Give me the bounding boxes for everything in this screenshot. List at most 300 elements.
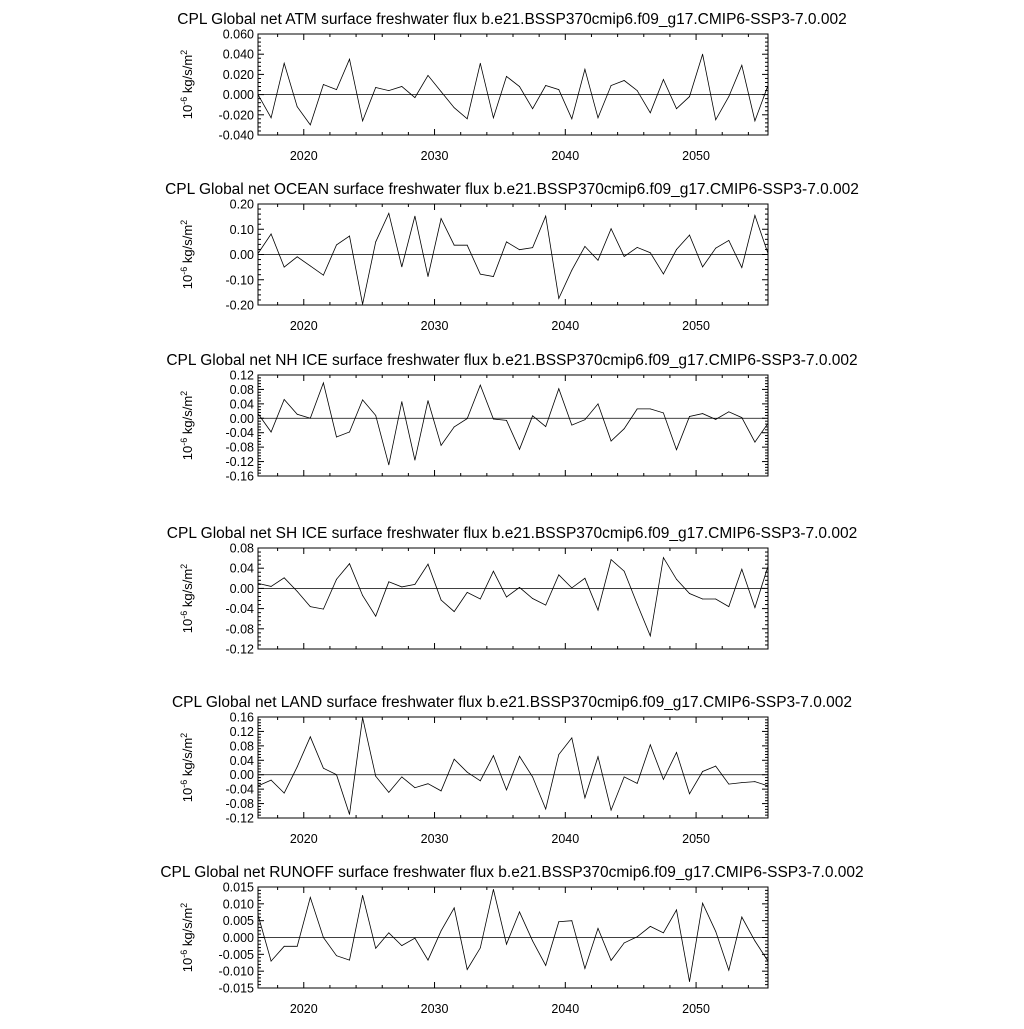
- data-point: [741, 569, 742, 570]
- y-tick-label: 0.015: [222, 880, 254, 895]
- y-tick-label: 0.20: [229, 197, 254, 212]
- data-point: [663, 932, 664, 933]
- data-point: [258, 413, 259, 414]
- data-point: [415, 97, 416, 98]
- data-point: [454, 427, 455, 428]
- y-tick-label: 0.010: [222, 897, 254, 912]
- data-point: [480, 948, 481, 949]
- data-point: [571, 738, 572, 739]
- data-point: [336, 437, 337, 438]
- data-point: [480, 599, 481, 600]
- y-tick-label: 0.16: [229, 710, 254, 725]
- data-point: [362, 595, 363, 596]
- data-point: [676, 108, 677, 109]
- y-axis-label: [179, 220, 195, 289]
- y-tick-label: 0.00: [229, 248, 254, 262]
- y-label-exp: -6: [179, 266, 189, 275]
- data-point: [310, 736, 311, 737]
- data-point: [375, 415, 376, 416]
- x-tick-label: 2040: [551, 1002, 580, 1016]
- y-label-unit: kg/s/m: [180, 54, 195, 97]
- y-label-unit-exp: 2: [179, 390, 189, 396]
- data-point: [284, 793, 285, 794]
- data-point: [532, 776, 533, 777]
- y-label-unit-exp: 2: [179, 49, 189, 55]
- y-tick-label: 0.000: [222, 931, 254, 945]
- data-point: [506, 789, 507, 790]
- data-point: [415, 787, 416, 788]
- y-label-unit: kg/s/m: [180, 737, 195, 780]
- data-point: [441, 930, 442, 931]
- data-point: [637, 247, 638, 248]
- data-point: [258, 915, 259, 916]
- data-point: [284, 63, 285, 64]
- data-point: [715, 766, 716, 767]
- y-tick-label: 0.000: [222, 88, 254, 103]
- data-point: [336, 774, 337, 775]
- data-point: [624, 571, 625, 572]
- data-point: [755, 940, 756, 941]
- plot-frame: [258, 717, 768, 818]
- data-point: [323, 383, 324, 384]
- y-label-exp: -6: [179, 949, 189, 958]
- y-label-exp: -6: [179, 779, 189, 788]
- data-point: [375, 616, 376, 617]
- y-tick-label: -0.10: [225, 273, 254, 288]
- data-point: [755, 215, 756, 216]
- y-tick-label: 0.10: [229, 222, 254, 237]
- data-point: [467, 245, 468, 246]
- data-point: [585, 419, 586, 420]
- data-point: [611, 228, 612, 229]
- data-point: [454, 907, 455, 908]
- data-point: [388, 792, 389, 793]
- data-point: [284, 267, 285, 268]
- data-point: [467, 969, 468, 970]
- y-tick-label: 0.005: [222, 914, 254, 929]
- data-point: [467, 418, 468, 419]
- data-point: [545, 426, 546, 427]
- data-point: [297, 106, 298, 107]
- data-point: [401, 86, 402, 87]
- data-point: [493, 419, 494, 420]
- data-point: [741, 267, 742, 268]
- data-point: [336, 579, 337, 580]
- data-point: [676, 449, 677, 450]
- series-line: [258, 718, 768, 815]
- data-point: [558, 921, 559, 922]
- data-point: [768, 961, 769, 962]
- data-point: [493, 117, 494, 118]
- y-tick-label: -0.015: [218, 981, 254, 996]
- data-point: [689, 416, 690, 417]
- y-tick-label: 0.020: [222, 67, 254, 82]
- plot-frame: [258, 375, 768, 476]
- data-point: [728, 606, 729, 607]
- data-point: [663, 557, 664, 558]
- data-point: [493, 889, 494, 890]
- y-axis-label: [179, 564, 195, 633]
- data-point: [571, 270, 572, 271]
- y-axis-label: [179, 391, 195, 460]
- y-label-base: 10: [180, 957, 195, 973]
- y-tick-label: 0.04: [229, 397, 254, 412]
- data-point: [415, 938, 416, 939]
- data-point: [624, 80, 625, 81]
- y-tick-label: 0.12: [229, 368, 254, 383]
- y-label-base: 10: [180, 274, 195, 290]
- data-point: [585, 69, 586, 70]
- data-point: [755, 120, 756, 121]
- data-point: [401, 586, 402, 587]
- data-point: [611, 85, 612, 86]
- series-line: [258, 558, 768, 636]
- data-point: [728, 240, 729, 241]
- data-point: [506, 597, 507, 598]
- data-point: [558, 388, 559, 389]
- data-point: [428, 400, 429, 401]
- y-tick-label: -0.12: [225, 455, 254, 470]
- data-point: [258, 785, 259, 786]
- data-point: [454, 245, 455, 246]
- data-point: [728, 96, 729, 97]
- data-point: [624, 776, 625, 777]
- data-point: [650, 409, 651, 410]
- plot-frame: [258, 548, 768, 649]
- data-point: [611, 960, 612, 961]
- data-point: [611, 559, 612, 560]
- data-point: [715, 599, 716, 600]
- data-point: [650, 926, 651, 927]
- data-point: [310, 897, 311, 898]
- y-axis-label: [179, 50, 195, 119]
- data-point: [388, 90, 389, 91]
- y-tick-label: -0.010: [218, 964, 254, 979]
- y-tick-label: 0.00: [229, 768, 254, 783]
- panel-0: [177, 11, 846, 163]
- data-point: [375, 241, 376, 242]
- data-point: [702, 771, 703, 772]
- data-point: [375, 948, 376, 949]
- data-point: [624, 256, 625, 257]
- panel-title: CPL Global net RUNOFF surface freshwater flux b.e21.BSSP370cmip6.f09_g17.CMIP6-SSP3-7.0.002: [160, 864, 864, 881]
- x-tick-label: 2040: [551, 319, 580, 333]
- data-point: [637, 936, 638, 937]
- y-tick-label: 0.08: [229, 382, 254, 397]
- data-point: [637, 90, 638, 91]
- data-point: [532, 415, 533, 416]
- x-tick-label: 2040: [551, 149, 580, 163]
- data-point: [689, 593, 690, 594]
- data-point: [689, 235, 690, 236]
- data-point: [637, 783, 638, 784]
- data-point: [336, 955, 337, 956]
- plot-frame: [258, 34, 768, 135]
- x-tick-label: 2050: [682, 832, 710, 846]
- panel-title: CPL Global net ATM surface freshwater flux b.e21.BSSP370cmip6.f09_g17.CMIP6-SSP3-7.0.002: [177, 11, 847, 28]
- data-point: [362, 399, 363, 400]
- series-line: [258, 889, 768, 981]
- data-point: [362, 895, 363, 896]
- data-point: [545, 605, 546, 606]
- data-point: [571, 587, 572, 588]
- x-tick-label: 2020: [289, 1002, 318, 1016]
- y-label-unit-exp: 2: [179, 902, 189, 908]
- data-point: [650, 744, 651, 745]
- y-tick-label: 0.040: [222, 47, 254, 62]
- data-point: [506, 420, 507, 421]
- y-tick-label: 0.04: [229, 561, 254, 576]
- data-point: [755, 442, 756, 443]
- data-point: [428, 564, 429, 565]
- y-label-base: 10: [180, 787, 195, 803]
- data-point: [284, 399, 285, 400]
- data-point: [284, 946, 285, 947]
- x-tick-label: 2050: [682, 319, 710, 333]
- y-label-unit: kg/s/m: [180, 395, 195, 438]
- panel-3: [167, 525, 857, 657]
- data-point: [558, 754, 559, 755]
- panel-1: [165, 181, 859, 333]
- data-point: [637, 604, 638, 605]
- data-point: [715, 931, 716, 932]
- y-tick-label: 0.04: [229, 753, 254, 768]
- data-point: [571, 118, 572, 119]
- data-point: [519, 449, 520, 450]
- data-point: [611, 810, 612, 811]
- data-point: [362, 717, 363, 718]
- data-point: [545, 216, 546, 217]
- data-point: [441, 791, 442, 792]
- data-point: [598, 610, 599, 611]
- data-point: [519, 86, 520, 87]
- x-tick-label: 2050: [682, 1002, 710, 1016]
- data-point: [768, 85, 769, 86]
- data-point: [441, 91, 442, 92]
- data-point: [676, 579, 677, 580]
- data-point: [454, 611, 455, 612]
- data-point: [702, 903, 703, 904]
- panel-title: CPL Global net NH ICE surface freshwater flux b.e21.BSSP370cmip6.f09_g17.CMIP6-SSP3-7.0.002: [166, 352, 858, 369]
- data-point: [585, 578, 586, 579]
- data-point: [310, 265, 311, 266]
- y-tick-label: -0.08: [225, 797, 254, 812]
- data-point: [454, 759, 455, 760]
- x-tick-label: 2020: [289, 832, 318, 846]
- data-point: [741, 782, 742, 783]
- data-point: [271, 432, 272, 433]
- x-tick-label: 2030: [420, 832, 449, 846]
- data-point: [741, 917, 742, 918]
- data-point: [297, 766, 298, 767]
- data-point: [258, 583, 259, 584]
- x-tick-label: 2030: [420, 1002, 449, 1016]
- data-point: [598, 756, 599, 757]
- data-point: [598, 928, 599, 929]
- data-point: [310, 606, 311, 607]
- data-point: [506, 241, 507, 242]
- data-point: [532, 598, 533, 599]
- data-point: [336, 89, 337, 90]
- data-point: [310, 418, 311, 419]
- data-point: [323, 937, 324, 938]
- data-point: [715, 248, 716, 249]
- series-line: [258, 383, 768, 465]
- data-point: [441, 218, 442, 219]
- y-tick-label: -0.005: [218, 947, 254, 962]
- data-point: [336, 245, 337, 246]
- data-point: [388, 581, 389, 582]
- data-point: [558, 298, 559, 299]
- data-point: [388, 932, 389, 933]
- data-point: [689, 96, 690, 97]
- data-point: [349, 814, 350, 815]
- x-tick-label: 2020: [289, 319, 318, 333]
- y-label-exp: -6: [179, 96, 189, 105]
- data-point: [532, 247, 533, 248]
- data-point: [284, 577, 285, 578]
- x-tick-label: 2030: [420, 319, 449, 333]
- x-tick-label: 2020: [289, 149, 318, 163]
- data-point: [637, 409, 638, 410]
- y-label-base: 10: [180, 618, 195, 634]
- data-point: [493, 571, 494, 572]
- data-point: [676, 752, 677, 753]
- data-point: [467, 772, 468, 773]
- y-label-exp: -6: [179, 610, 189, 619]
- data-point: [349, 960, 350, 961]
- data-point: [362, 120, 363, 121]
- y-tick-label: -0.040: [218, 128, 254, 143]
- data-point: [728, 411, 729, 412]
- data-point: [375, 87, 376, 88]
- y-tick-label: 0.08: [229, 739, 254, 754]
- data-point: [467, 118, 468, 119]
- data-point: [441, 445, 442, 446]
- panel-title: CPL Global net SH ICE surface freshwater flux b.e21.BSSP370cmip6.f09_g17.CMIP6-SSP3-7.0.002: [166, 525, 858, 542]
- data-point: [428, 783, 429, 784]
- data-point: [297, 946, 298, 947]
- data-point: [598, 260, 599, 261]
- y-label-unit-exp: 2: [179, 732, 189, 738]
- y-tick-label: 0.00: [229, 581, 254, 596]
- panel-title: CPL Global net LAND surface freshwater flux b.e21.BSSP370cmip6.f09_g17.CMIP6-SSP3-7.0.002: [171, 694, 853, 711]
- y-tick-label: -0.08: [225, 622, 254, 637]
- data-point: [741, 65, 742, 66]
- data-point: [297, 256, 298, 257]
- data-point: [545, 809, 546, 810]
- data-point: [768, 423, 769, 424]
- data-point: [768, 566, 769, 567]
- data-point: [349, 59, 350, 60]
- x-tick-label: 2030: [420, 149, 449, 163]
- data-point: [441, 600, 442, 601]
- data-point: [506, 944, 507, 945]
- panel-5: [160, 864, 863, 1016]
- data-point: [271, 586, 272, 587]
- data-point: [663, 779, 664, 780]
- y-label-base: 10: [180, 104, 195, 120]
- data-point: [428, 960, 429, 961]
- data-point: [323, 768, 324, 769]
- data-point: [467, 592, 468, 593]
- y-tick-label: -0.020: [218, 108, 254, 123]
- y-tick-label: -0.12: [225, 811, 254, 826]
- data-point: [702, 54, 703, 55]
- series-line: [258, 54, 768, 125]
- data-point: [624, 428, 625, 429]
- data-point: [558, 89, 559, 90]
- data-point: [480, 385, 481, 386]
- data-point: [702, 266, 703, 267]
- data-point: [401, 266, 402, 267]
- y-tick-label: 0.12: [229, 724, 254, 739]
- data-point: [715, 119, 716, 120]
- data-point: [715, 419, 716, 420]
- y-axis-label: [179, 733, 195, 802]
- data-point: [493, 755, 494, 756]
- y-tick-label: 0.00: [229, 411, 254, 426]
- y-label-unit: kg/s/m: [180, 568, 195, 611]
- data-point: [702, 413, 703, 414]
- data-point: [388, 213, 389, 214]
- data-point: [388, 464, 389, 465]
- data-point: [585, 968, 586, 969]
- data-point: [519, 912, 520, 913]
- data-point: [650, 635, 651, 636]
- y-tick-label: -0.16: [225, 469, 254, 484]
- data-point: [532, 940, 533, 941]
- data-point: [650, 112, 651, 113]
- data-point: [271, 961, 272, 962]
- data-point: [454, 107, 455, 108]
- data-point: [415, 584, 416, 585]
- data-point: [323, 609, 324, 610]
- data-point: [480, 780, 481, 781]
- data-point: [323, 275, 324, 276]
- data-point: [689, 793, 690, 794]
- panel-4: [172, 694, 852, 846]
- data-point: [480, 63, 481, 64]
- data-point: [624, 942, 625, 943]
- data-point: [428, 75, 429, 76]
- y-label-exp: -6: [179, 437, 189, 446]
- data-point: [702, 599, 703, 600]
- data-point: [768, 253, 769, 254]
- y-label-base: 10: [180, 445, 195, 461]
- panel-2: [166, 352, 857, 484]
- x-tick-label: 2050: [682, 149, 710, 163]
- data-point: [571, 425, 572, 426]
- data-point: [519, 249, 520, 250]
- data-point: [650, 252, 651, 253]
- panel-title: CPL Global net OCEAN surface freshwater flux b.e21.BSSP370cmip6.f09_g17.CMIP6-SSP3-7.0.002: [165, 181, 859, 198]
- data-point: [349, 236, 350, 237]
- data-point: [663, 79, 664, 80]
- data-point: [297, 591, 298, 592]
- y-tick-label: -0.08: [225, 440, 254, 455]
- data-point: [689, 981, 690, 982]
- data-point: [323, 84, 324, 85]
- data-point: [506, 76, 507, 77]
- data-point: [558, 574, 559, 575]
- y-label-unit: kg/s/m: [180, 224, 195, 267]
- data-point: [415, 460, 416, 461]
- data-point: [585, 246, 586, 247]
- y-tick-label: 0.060: [222, 27, 254, 42]
- y-tick-label: -0.04: [225, 426, 254, 441]
- data-point: [349, 432, 350, 433]
